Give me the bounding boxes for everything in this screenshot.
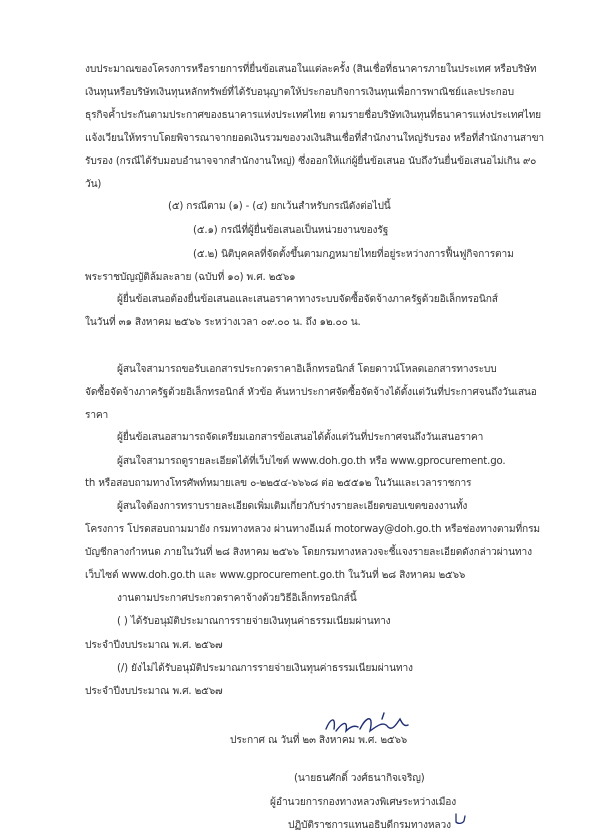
budget-option-approved: ( ) ได้รับอนุมัติประมาณการรายจ่ายเงินทุนค่าธรรมเนียมผ่านทาง: [117, 616, 391, 627]
body-text-line: ธุรกิจค้ำประกันตามประกาศของธนาคารแห่งประเทศไทย ตามรายชื่อบริษัทเงินทุนที่ธนาคารแห่งประเทศไทย: [85, 110, 541, 121]
budget-heading: งานตามประกาศประกวดราคาจ้างด้วยวิธีอิเล็กทรอนิกส์นี้: [117, 593, 357, 604]
body-text-line: พระราชบัญญัติล้มละลาย (ฉบับที่ ๑๐) พ.ศ. ๒๕๖๑: [85, 272, 296, 283]
phone-line: th หรือสอบถามทางโทรศัพท์หมายเลข ๐-๒๒๕๔-๖๖๖๘ ต่อ ๒๕๕๑๒ ในวันและเวลาราชการ: [85, 478, 472, 489]
budget-option-not-approved: (/) ยังไม่ได้รับอนุมัติประมาณการรายจ่ายเงินทุนค่าธรรมเนียมผ่านทาง: [117, 663, 413, 674]
inquiry-paragraph: ผู้สนใจต้องการทราบรายละเอียดเพิ่มเติมเกี่ยวกับร่างรายละเอียดขอบเขตของงานทั้ง: [117, 501, 468, 512]
submission-paragraph: ผู้ยื่นข้อเสนอต้องยื่นข้อเสนอและเสนอราคาทางระบบจัดซื้อจัดจ้างภาครัฐด้วยอิเล็กทรอนิกส์: [117, 294, 498, 305]
body-text-line: แจ้งเวียนให้ทราบโดยพิจารณาจากยอดเงินรวมของวงเงินสินเชื่อที่สำนักงานใหญ่รับรอง หรือที่สำนักงานสาขา: [85, 133, 544, 144]
body-text-line: ประจำปีงบประมาณ พ.ศ. ๒๕๖๗: [85, 640, 223, 651]
body-text-line: ราคา: [85, 410, 109, 421]
signatory-name: (นายธนศักดิ์ วงศ์ธนากิจเจริญ): [294, 773, 425, 784]
email-line: โครงการ โปรดสอบถามมายัง กรมทางหลวง ผ่านทางอีเมล์ motorway@doh.go.th หรือช่องทางตามที่กรม: [85, 524, 540, 535]
signatory-delegation: ปฏิบัติราชการแทนอธิบดีกรมทางหลวง: [288, 820, 451, 831]
announcement-date: ประกาศ ณ วันที่ ๒๓ สิงหาคม พ.ศ. ๒๕๖๖: [230, 735, 408, 746]
body-text-line: เงินทุนหรือบริษัทเงินทุนหลักทรัพย์ที่ได้รับอนุญาตให้ประกอบกิจการเงินทุนเพื่อการพาณิชย์และประกอบ: [85, 87, 514, 98]
clause-5-2: (๕.๒) นิติบุคคลที่จัดตั้งขึ้นตามกฎหมายไทยที่อยู่ระหว่างการฟื้นฟูกิจการตาม: [193, 249, 514, 260]
signature-image: [318, 705, 428, 741]
download-paragraph: ผู้สนใจสามารถขอรับเอกสารประกวดราคาอิเล็กทรอนิกส์ โดยดาวน์โหลดเอกสารทางระบบ: [117, 364, 497, 375]
body-text-line: จัดซื้อจัดจ้างภาครัฐด้วยอิเล็กทรอนิกส์ หัวข้อ ค้นหาประกาศจัดซื้อจัดจ้างได้ตั้งแต่วันที่ประกาศจนถึงวันเสนอ: [85, 387, 537, 398]
preparation-paragraph: ผู้ยื่นข้อเสนอสามารถจัดเตรียมเอกสารข้อเสนอได้ตั้งแต่วันที่ประกาศจนถึงวันเสนอราคา: [117, 432, 484, 443]
body-text-line: วัน): [85, 179, 102, 190]
clause-5-1: (๕.๑) กรณีที่ผู้ยื่นข้อเสนอเป็นหน่วยงานของรัฐ: [193, 225, 389, 236]
website-paragraph: ผู้สนใจสามารถดูรายละเอียดได้ที่เว็บไซต์ www.doh.go.th หรือ www.gprocurement.go.: [117, 456, 506, 467]
initial-mark: [454, 812, 468, 826]
body-text-line: เว็บไซต์ www.doh.go.th และ www.gprocurement.go.th ในวันที่ ๒๘ สิงหาคม ๒๕๖๖: [85, 570, 466, 581]
body-text-line: งบประมาณของโครงการหรือรายการที่ยื่นข้อเสนอในแต่ละครั้ง (สินเชื่อที่ธนาคารภายในประเทศ หรือบริษัท: [85, 64, 537, 75]
clause-5: (๕) กรณีตาม (๑) - (๔) ยกเว้นสำหรับกรณีดังต่อไปนี้: [168, 201, 391, 212]
body-text-line: ประจำปีงบประมาณ พ.ศ. ๒๕๖๗: [85, 686, 223, 697]
signatory-position: ผู้อำนวยการกองทางหลวงพิเศษระหว่างเมือง: [270, 797, 457, 808]
body-text-line: บัญชีกลางกำหนด ภายในวันที่ ๒๘ สิงหาคม ๒๕๖๖ โดยกรมทางหลวงจะชี้แจงรายละเอียดดังกล่าวผ่านทาง: [85, 547, 532, 558]
submission-date-line: ในวันที่ ๓๑ สิงหาคม ๒๕๖๖ ระหว่างเวลา ๐๙.๐๐ น. ถึง ๑๒.๐๐ น.: [85, 317, 361, 328]
body-text-line: รับรอง (กรณีได้รับมอบอำนาจจากสำนักงานใหญ่) ซึ่งออกให้แก่ผู้ยื่นข้อเสนอ นับถึงวันยื่นข้อเสนอไม่เกิน ๙๐: [85, 156, 537, 167]
